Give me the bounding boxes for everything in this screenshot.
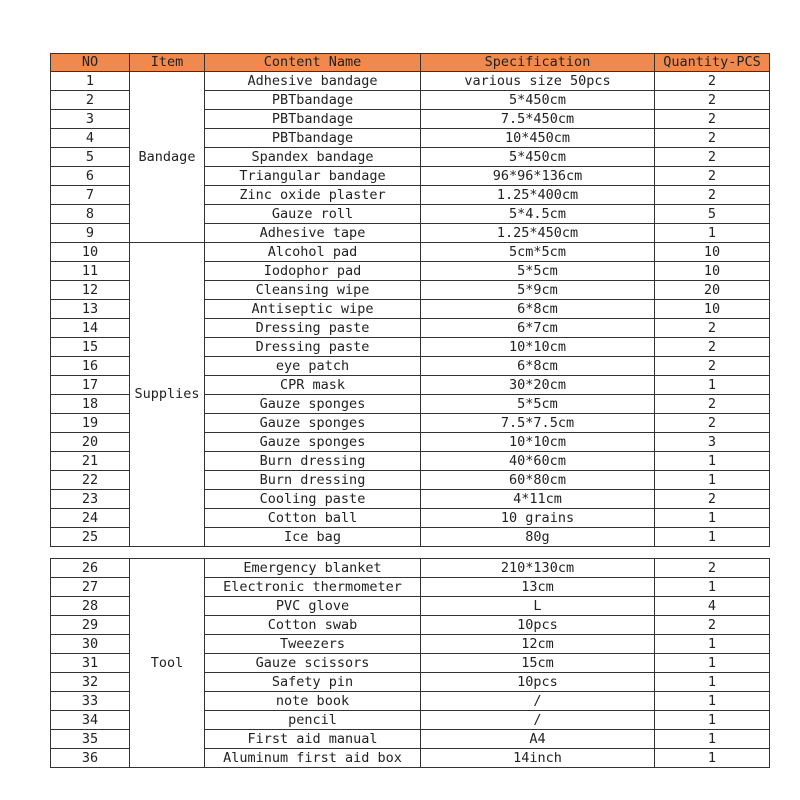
cell-specification: 210*130cm — [421, 559, 655, 578]
cell-quantity: 2 — [655, 319, 770, 338]
cell-content-name: Cotton swab — [205, 616, 421, 635]
table-row — [51, 243, 770, 262]
cell-no: 20 — [51, 433, 130, 452]
cell-item-category: Tool — [130, 559, 205, 768]
cell-no: 21 — [51, 452, 130, 471]
cell-no: 12 — [51, 281, 130, 300]
cell-content-name: Dressing paste — [205, 338, 421, 357]
cell-item-category: Bandage — [130, 72, 205, 243]
table-row — [51, 72, 770, 91]
cell-no: 13 — [51, 300, 130, 319]
cell-quantity: 2 — [655, 338, 770, 357]
cell-no: 30 — [51, 635, 130, 654]
header-no: NO — [51, 54, 130, 72]
cell-quantity: 5 — [655, 205, 770, 224]
cell-specification: 10*450cm — [421, 129, 655, 148]
cell-content-name: note book — [205, 692, 421, 711]
cell-quantity: 2 — [655, 129, 770, 148]
cell-specification: 7.5*7.5cm — [421, 414, 655, 433]
cell-no: 1 — [51, 72, 130, 91]
cell-no: 2 — [51, 91, 130, 110]
cell-specification: 7.5*450cm — [421, 110, 655, 129]
cell-no: 29 — [51, 616, 130, 635]
cell-content-name: Gauze sponges — [205, 414, 421, 433]
cell-no: 18 — [51, 395, 130, 414]
cell-no: 15 — [51, 338, 130, 357]
cell-content-name: Aluminum first aid box — [205, 749, 421, 768]
cell-no: 7 — [51, 186, 130, 205]
cell-content-name: Dressing paste — [205, 319, 421, 338]
cell-content-name: Gauze scissors — [205, 654, 421, 673]
cell-content-name: Cooling paste — [205, 490, 421, 509]
cell-specification: 1.25*450cm — [421, 224, 655, 243]
cell-content-name: PVC glove — [205, 597, 421, 616]
section-gap — [50, 547, 769, 558]
cell-specification: 10pcs — [421, 616, 655, 635]
cell-no: 4 — [51, 129, 130, 148]
kit-contents-table — [50, 53, 770, 547]
cell-quantity: 1 — [655, 452, 770, 471]
cell-no: 33 — [51, 692, 130, 711]
cell-specification: 30*20cm — [421, 376, 655, 395]
cell-no: 19 — [51, 414, 130, 433]
cell-content-name: Adhesive bandage — [205, 72, 421, 91]
header-specification: Specification — [421, 54, 655, 72]
cell-quantity: 2 — [655, 414, 770, 433]
cell-content-name: Gauze sponges — [205, 433, 421, 452]
cell-specification: 10 grains — [421, 509, 655, 528]
cell-quantity: 1 — [655, 673, 770, 692]
cell-quantity: 1 — [655, 711, 770, 730]
cell-quantity: 2 — [655, 395, 770, 414]
cell-specification: 5cm*5cm — [421, 243, 655, 262]
cell-quantity: 10 — [655, 243, 770, 262]
cell-specification: 5*450cm — [421, 148, 655, 167]
cell-no: 8 — [51, 205, 130, 224]
cell-no: 27 — [51, 578, 130, 597]
cell-no: 22 — [51, 471, 130, 490]
cell-no: 35 — [51, 730, 130, 749]
cell-content-name: Cotton ball — [205, 509, 421, 528]
cell-specification: 60*80cm — [421, 471, 655, 490]
cell-quantity: 1 — [655, 578, 770, 597]
cell-no: 24 — [51, 509, 130, 528]
header-content-name: Content Name — [205, 54, 421, 72]
cell-content-name: Ice bag — [205, 528, 421, 547]
cell-specification: 6*8cm — [421, 357, 655, 376]
cell-specification: 5*9cm — [421, 281, 655, 300]
cell-content-name: CPR mask — [205, 376, 421, 395]
cell-content-name: Gauze roll — [205, 205, 421, 224]
table-body-upper — [51, 72, 770, 547]
cell-content-name: Iodophor pad — [205, 262, 421, 281]
cell-content-name: Antiseptic wipe — [205, 300, 421, 319]
cell-no: 10 — [51, 243, 130, 262]
header-item: Item — [130, 54, 205, 72]
cell-content-name: eye patch — [205, 357, 421, 376]
cell-no: 25 — [51, 528, 130, 547]
cell-no: 26 — [51, 559, 130, 578]
cell-no: 16 — [51, 357, 130, 376]
cell-specification: 15cm — [421, 654, 655, 673]
cell-specification: 5*5cm — [421, 395, 655, 414]
cell-content-name: Electronic thermometer — [205, 578, 421, 597]
cell-content-name: PBTbandage — [205, 110, 421, 129]
cell-no: 23 — [51, 490, 130, 509]
cell-specification: 10*10cm — [421, 338, 655, 357]
cell-specification: 80g — [421, 528, 655, 547]
cell-quantity: 1 — [655, 471, 770, 490]
cell-quantity: 2 — [655, 110, 770, 129]
cell-specification: 96*96*136cm — [421, 167, 655, 186]
cell-specification: L — [421, 597, 655, 616]
cell-specification: 14inch — [421, 749, 655, 768]
cell-specification: 6*7cm — [421, 319, 655, 338]
cell-no: 3 — [51, 110, 130, 129]
cell-specification: / — [421, 711, 655, 730]
cell-specification: 5*450cm — [421, 91, 655, 110]
cell-content-name: Safety pin — [205, 673, 421, 692]
cell-content-name: Zinc oxide plaster — [205, 186, 421, 205]
cell-quantity: 20 — [655, 281, 770, 300]
header-quantity: Quantity-PCS — [655, 54, 770, 72]
cell-content-name: Burn dressing — [205, 471, 421, 490]
cell-quantity: 1 — [655, 692, 770, 711]
cell-content-name: Tweezers — [205, 635, 421, 654]
cell-content-name: Emergency blanket — [205, 559, 421, 578]
cell-specification: 13cm — [421, 578, 655, 597]
cell-quantity: 2 — [655, 148, 770, 167]
cell-quantity: 10 — [655, 300, 770, 319]
cell-item-category: Supplies — [130, 243, 205, 547]
cell-quantity: 1 — [655, 654, 770, 673]
cell-specification: 40*60cm — [421, 452, 655, 471]
cell-content-name: Alcohol pad — [205, 243, 421, 262]
cell-content-name: Triangular bandage — [205, 167, 421, 186]
cell-no: 17 — [51, 376, 130, 395]
cell-quantity: 2 — [655, 490, 770, 509]
cell-content-name: Cleansing wipe — [205, 281, 421, 300]
cell-no: 5 — [51, 148, 130, 167]
cell-content-name: Spandex bandage — [205, 148, 421, 167]
cell-quantity: 1 — [655, 635, 770, 654]
cell-content-name: PBTbandage — [205, 91, 421, 110]
cell-content-name: PBTbandage — [205, 129, 421, 148]
cell-specification: 5*5cm — [421, 262, 655, 281]
cell-specification: 4*11cm — [421, 490, 655, 509]
cell-no: 36 — [51, 749, 130, 768]
cell-quantity: 10 — [655, 262, 770, 281]
cell-no: 14 — [51, 319, 130, 338]
cell-no: 28 — [51, 597, 130, 616]
cell-quantity: 1 — [655, 528, 770, 547]
cell-content-name: pencil — [205, 711, 421, 730]
cell-quantity: 2 — [655, 72, 770, 91]
cell-no: 34 — [51, 711, 130, 730]
cell-specification: / — [421, 692, 655, 711]
table-body-lower — [51, 559, 770, 768]
cell-content-name: Adhesive tape — [205, 224, 421, 243]
cell-no: 11 — [51, 262, 130, 281]
cell-specification: A4 — [421, 730, 655, 749]
cell-no: 6 — [51, 167, 130, 186]
kit-contents-sheet — [50, 53, 769, 768]
cell-quantity: 2 — [655, 559, 770, 578]
cell-no: 32 — [51, 673, 130, 692]
table-header-row — [51, 54, 770, 72]
cell-quantity: 3 — [655, 433, 770, 452]
cell-specification: 12cm — [421, 635, 655, 654]
cell-quantity: 2 — [655, 186, 770, 205]
cell-content-name: First aid manual — [205, 730, 421, 749]
cell-quantity: 1 — [655, 376, 770, 395]
cell-content-name: Burn dressing — [205, 452, 421, 471]
cell-quantity: 1 — [655, 509, 770, 528]
cell-no: 9 — [51, 224, 130, 243]
cell-quantity: 4 — [655, 597, 770, 616]
cell-specification: 6*8cm — [421, 300, 655, 319]
cell-specification: 10*10cm — [421, 433, 655, 452]
cell-quantity: 2 — [655, 616, 770, 635]
cell-quantity: 2 — [655, 167, 770, 186]
table-row — [51, 559, 770, 578]
cell-quantity: 2 — [655, 91, 770, 110]
cell-specification: 1.25*400cm — [421, 186, 655, 205]
cell-content-name: Gauze sponges — [205, 395, 421, 414]
cell-quantity: 2 — [655, 357, 770, 376]
cell-no: 31 — [51, 654, 130, 673]
cell-specification: 5*4.5cm — [421, 205, 655, 224]
cell-quantity: 1 — [655, 749, 770, 768]
kit-contents-table-tools — [50, 558, 770, 768]
cell-specification: various size 50pcs — [421, 72, 655, 91]
cell-quantity: 1 — [655, 224, 770, 243]
cell-quantity: 1 — [655, 730, 770, 749]
cell-specification: 10pcs — [421, 673, 655, 692]
